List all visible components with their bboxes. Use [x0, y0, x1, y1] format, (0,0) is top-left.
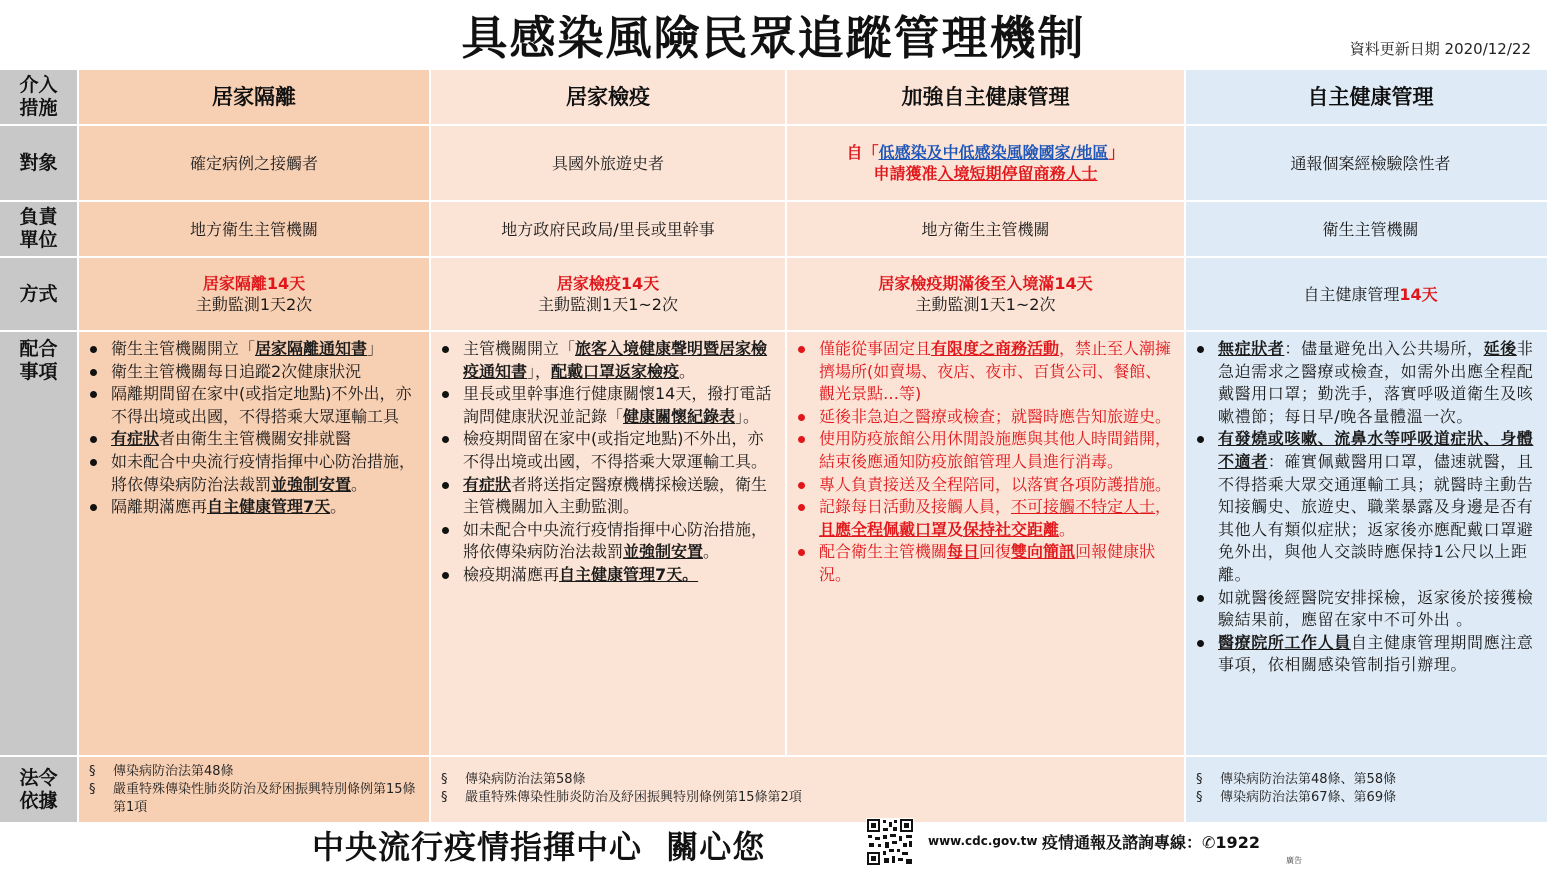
- target-c3-link[interactable]: 低感染及中低感染風險國家/地區: [878, 143, 1109, 162]
- list-item: 如未配合中央流行疫情指揮中心防治措施，將依傳染病防治法裁罰並強制安置。: [431, 519, 775, 564]
- ad-label: 廣告: [1286, 856, 1302, 865]
- measures-c1: [79, 332, 429, 755]
- law-c1: [79, 757, 429, 822]
- list-item: 有症狀者將送指定醫療機構採檢送驗，衛生主管機關加入主動監測。: [431, 474, 775, 519]
- list-item: 檢疫期間留在家中(或指定地點)不外出，亦不得出境或出國，不得搭乘大眾運輸工具。: [431, 428, 775, 473]
- list-item: 隔離期間留在家中(或指定地點)不外出，亦不得出境或出國，不得搭乘大眾運輸工具: [79, 383, 419, 428]
- list-item: 有發燒或咳嗽、流鼻水等呼吸道症狀、身體不適者：確實佩戴醫用口罩，儘速就醫，且不得搭乘大眾交通運輸工具；就醫時主動告知接觸史、旅遊史、職業暴露及身邊是否有其他人有類似症狀；返家後亦應配戴口罩避免外出，與他人交談時應保持1公尺以上距離。: [1186, 428, 1545, 586]
- list-item: 僅能從事固定且有限度之商務活動，禁止至人潮擁擠場所(如賣場、夜店、夜市、百貨公司、餐館、觀光景點…等): [787, 338, 1174, 406]
- list-item: 隔離期滿應再自主健康管理7天。: [79, 496, 419, 519]
- law-item: § 傳染病防治法第48條、第58條: [1194, 771, 1547, 789]
- list-item: 衛生主管機關每日追蹤2次健康狀況: [79, 361, 419, 384]
- responsible-c3: 地方衛生主管機關: [787, 202, 1184, 256]
- row-label-method: 方式: [0, 258, 77, 330]
- method-c1-duration: 居家隔離14天: [202, 274, 306, 293]
- col-header-self-health: 自主健康管理: [1186, 70, 1547, 124]
- list-item: 無症狀者：儘量避免出入公共場所，延後非急迫需求之醫療或檢查，如需外出應全程配戴醫用口罩；勤洗手，落實呼吸道衛生及咳嗽禮節；每日早/晚各量體溫一次。: [1186, 338, 1545, 428]
- method-c2-duration: 居家檢疫14天: [556, 274, 660, 293]
- law-item: § 傳染病防治法第67條、第69條: [1194, 789, 1547, 807]
- measures-c4: [1186, 332, 1547, 755]
- method-c3: [787, 258, 1184, 330]
- update-date: 資料更新日期 2020/12/22: [1349, 40, 1531, 58]
- law-c4: [1186, 757, 1547, 822]
- list-item: 記錄每日活動及接觸人員，不可接觸不特定人士，且應全程佩戴口罩及保持社交距離。: [787, 496, 1174, 541]
- responsible-c1: 地方衛生主管機關: [79, 202, 429, 256]
- list-item: 檢疫期滿應再自主健康管理7天。: [431, 564, 775, 587]
- method-c4: [1186, 258, 1547, 330]
- target-c2: 具國外旅遊史者: [431, 126, 785, 200]
- target-c3-suffix: 」: [1108, 143, 1125, 162]
- method-c3-monitoring: 主動監測1天1~2次: [915, 295, 1056, 314]
- col-header-home-isolation: 居家隔離: [79, 70, 429, 124]
- list-item: 使用防疫旅館公用休閒設施應與其他人時間錯開，結束後應通知防疫旅館管理人員進行消毒。: [787, 428, 1174, 473]
- method-c2: [431, 258, 785, 330]
- target-c1: 確定病例之接觸者: [79, 126, 429, 200]
- law-item: § 嚴重特殊傳染性肺炎防治及紓困振興特別條例第15條第1項: [87, 781, 421, 817]
- method-c2-monitoring: 主動監測1天1~2次: [538, 295, 678, 314]
- col-header-enhanced-self-health: 加強自主健康管理: [787, 70, 1184, 124]
- measures-c1-list: [79, 332, 429, 519]
- measures-c4-list: [1186, 332, 1547, 677]
- row-label-responsible: 負責 單位: [0, 202, 77, 256]
- list-item: 延後非急迫之醫療或檢查；就醫時應告知旅遊史。: [787, 406, 1174, 429]
- footer-org: 中央流行疫情指揮中心 關心您: [312, 828, 766, 866]
- page-title: 具感染風險民眾追蹤管理機制: [461, 11, 1086, 65]
- list-item: 醫療院所工作人員自主健康管理期間應注意事項，依相關感染管制指引辦理。: [1186, 632, 1545, 677]
- col-header-home-quarantine: 居家檢疫: [431, 70, 785, 124]
- row-label-law: 法令 依據: [0, 757, 77, 822]
- hotline-label: 疫情通報及諮詢專線：: [1042, 833, 1203, 852]
- footer: [0, 814, 1547, 870]
- list-item: 如未配合中央流行疫情指揮中心防治措施，將依傳染病防治法裁罰並強制安置。: [79, 451, 419, 496]
- measures-c2-list: [431, 332, 785, 587]
- target-c4: 通報個案經檢驗陰性者: [1186, 126, 1547, 200]
- target-c3: [787, 126, 1184, 200]
- measures-c3: [787, 332, 1184, 755]
- phone-icon: ✆: [1202, 833, 1216, 852]
- responsible-c4: 衛生主管機關: [1186, 202, 1547, 256]
- list-item: 配合衛生主管機關每日回復雙向簡訊回報健康狀況。: [787, 541, 1174, 586]
- list-item: 里長或里幹事進行健康關懷14天，撥打電話詢問健康狀況並記錄「健康關懷紀錄表」。: [431, 383, 775, 428]
- target-c3-prefix: 自「: [846, 143, 879, 162]
- list-item: 主管機關開立「旅客入境健康聲明暨居家檢疫通知書」，配戴口罩返家檢疫。: [431, 338, 775, 383]
- hotline: [1042, 830, 1260, 853]
- target-c3-line2a: 申請獲准: [873, 164, 938, 183]
- website-link[interactable]: www.cdc.gov.tw: [928, 834, 1038, 848]
- law-c23: [431, 757, 1184, 822]
- management-table: [0, 70, 1547, 815]
- responsible-c2: 地方政府民政局/里長或里幹事: [431, 202, 785, 256]
- qr-code-icon[interactable]: [866, 818, 914, 866]
- hotline-number[interactable]: 1922: [1215, 833, 1260, 852]
- list-item: 專人負責接送及全程陪同，以落實各項防護措施。: [787, 474, 1174, 497]
- method-c4-text: 自主健康管理: [1303, 284, 1400, 304]
- list-item: 衛生主管機關開立「居家隔離通知書」: [79, 338, 419, 361]
- method-c1: [79, 258, 429, 330]
- list-item: 有症狀者由衛生主管機關安排就醫: [79, 428, 419, 451]
- law-item: § 傳染病防治法第58條: [439, 771, 1176, 789]
- row-label-measures: 配合 事項: [0, 332, 77, 755]
- method-c1-monitoring: 主動監測1天2次: [195, 295, 313, 314]
- law-item: § 嚴重特殊傳染性肺炎防治及紓困振興特別條例第15條第2項: [439, 789, 1176, 807]
- row-label-intervention: 介入 措施: [0, 70, 77, 124]
- target-c3-line2b: 入境短期停留商務人士: [937, 164, 1098, 183]
- list-item: 如就醫後經醫院安排採檢，返家後於接獲檢驗結果前，應留在家中不可外出 。: [1186, 587, 1545, 632]
- method-c4-duration: 14天: [1399, 284, 1438, 304]
- law-item: § 傳染病防治法第48條: [87, 763, 421, 781]
- method-c3-duration: 居家檢疫期滿後至入境滿14天: [878, 274, 1093, 293]
- measures-c2: [431, 332, 785, 755]
- row-label-target: 對象: [0, 126, 77, 200]
- measures-c3-list: [787, 332, 1184, 587]
